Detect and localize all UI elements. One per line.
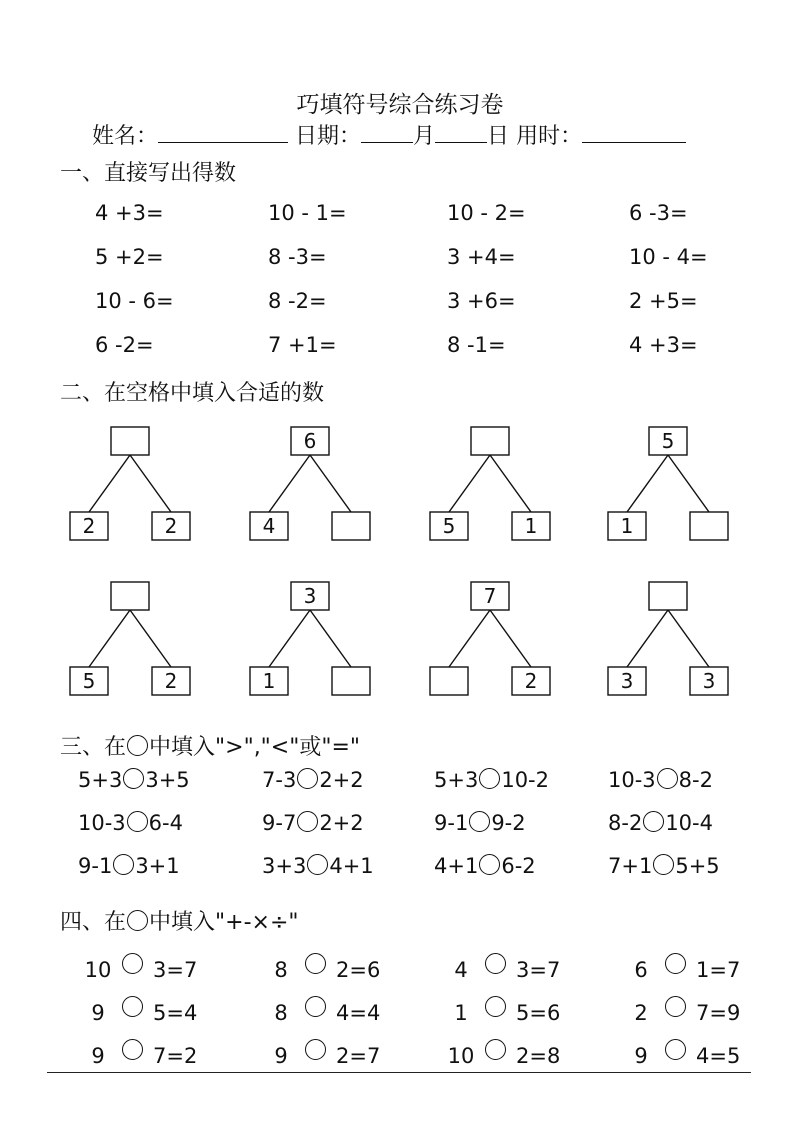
number-bond-tree — [250, 582, 370, 695]
bond-top-box-value: 7 — [483, 584, 497, 608]
operator-problem — [447, 996, 560, 1025]
comparison-problem — [434, 854, 536, 878]
answer-circle[interactable] — [305, 953, 326, 974]
arithmetic-problem[interactable]: 4 +3= — [629, 333, 698, 357]
operator-problem — [627, 1039, 740, 1068]
bond-left-box-value: 4 — [262, 514, 276, 538]
answer-circle[interactable] — [643, 811, 664, 832]
arithmetic-problem[interactable]: 2 +5= — [629, 289, 698, 313]
operator-problem — [627, 996, 740, 1025]
answer-circle[interactable] — [297, 768, 318, 789]
bond-left-box-value: 5 — [442, 514, 456, 538]
answer-circle[interactable] — [307, 854, 328, 875]
right-expression: 5+5 — [675, 854, 720, 878]
first-number: 9 — [91, 1001, 105, 1025]
section3-heading — [60, 730, 360, 761]
first-number: 8 — [274, 958, 288, 982]
left-expression: 10-3 — [78, 811, 126, 835]
arithmetic-problem[interactable]: 8 -1= — [447, 333, 506, 357]
left-expression: 9-1 — [434, 811, 469, 835]
number-bond-tree — [70, 427, 190, 540]
bottom-divider — [47, 1072, 751, 1073]
answer-circle[interactable] — [657, 768, 678, 789]
answer-circle[interactable] — [113, 854, 134, 875]
right-expression: 8-2 — [678, 768, 713, 792]
comparison-problem — [434, 811, 526, 835]
comparison-problem — [262, 768, 364, 792]
first-number: 4 — [454, 958, 468, 982]
first-number: 6 — [634, 958, 648, 982]
worksheet-title: 巧填符号综合练习卷 — [296, 92, 504, 118]
bond-top-box[interactable] — [649, 582, 687, 610]
answer-circle[interactable] — [485, 1039, 506, 1060]
operator-problem — [627, 953, 740, 982]
bond-line-left — [269, 610, 310, 667]
right-expression: 10-2 — [501, 768, 549, 792]
bond-left-box-value: 1 — [620, 514, 634, 538]
result-expression: 3=7 — [153, 958, 198, 982]
bond-right-box-value: 3 — [702, 669, 716, 693]
arithmetic-problem[interactable]: 8 -2= — [268, 289, 327, 313]
first-number: 2 — [634, 1001, 648, 1025]
number-bond-tree — [250, 427, 370, 540]
arithmetic-problem[interactable]: 6 -3= — [629, 201, 688, 225]
first-number: 9 — [634, 1044, 648, 1068]
comparison-problem — [262, 811, 364, 835]
answer-circle[interactable] — [479, 854, 500, 875]
section4-heading-end: 中填入"+-×÷" — [149, 910, 299, 935]
operator-problem — [267, 1039, 380, 1068]
answer-circle[interactable] — [127, 811, 148, 832]
right-expression: 3+5 — [145, 768, 190, 792]
result-expression: 7=9 — [696, 1001, 741, 1025]
section3-heading-end: 中填入">","<"或"=" — [149, 735, 361, 760]
operator-problem — [447, 953, 560, 982]
comparison-problem — [608, 854, 720, 878]
bond-top-box[interactable] — [471, 427, 509, 455]
bond-line-right — [668, 455, 709, 512]
result-expression: 3=7 — [516, 958, 561, 982]
arithmetic-problem[interactable]: 3 +4= — [447, 245, 516, 269]
comparison-problem — [608, 811, 713, 835]
bond-top-box[interactable] — [111, 582, 149, 610]
right-expression: 2+2 — [319, 811, 364, 835]
first-number: 8 — [274, 1001, 288, 1025]
operator-problem — [447, 1039, 560, 1068]
comparison-problem — [262, 854, 374, 878]
bond-right-box-value: 1 — [524, 514, 538, 538]
bond-right-box-value: 2 — [164, 669, 178, 693]
number-bond-tree — [608, 582, 728, 695]
left-expression: 4+1 — [434, 854, 479, 878]
result-expression: 7=2 — [153, 1044, 198, 1068]
bond-top-box[interactable] — [111, 427, 149, 455]
arithmetic-problem[interactable]: 10 - 6= — [95, 289, 174, 313]
number-bond-tree — [430, 582, 550, 695]
bond-line-left — [269, 455, 310, 512]
section4-heading-start: 四、在 — [60, 910, 127, 935]
bond-line-right — [310, 455, 351, 512]
comparison-problem — [78, 854, 180, 878]
comparison-problem — [608, 768, 713, 792]
bond-left-box-value: 2 — [82, 514, 96, 538]
first-number: 10 — [84, 958, 112, 982]
bond-left-box-value: 1 — [262, 669, 276, 693]
section1-heading: 一、直接写出得数 — [60, 161, 237, 186]
right-expression: 10-4 — [665, 811, 713, 835]
bond-right-box-value: 2 — [164, 514, 178, 538]
result-expression: 5=4 — [153, 1001, 198, 1025]
answer-circle[interactable] — [485, 996, 506, 1017]
result-expression: 5=6 — [516, 1001, 561, 1025]
date-label: 日期： — [295, 124, 362, 149]
first-number: 9 — [274, 1044, 288, 1068]
number-bond-tree — [430, 427, 550, 540]
answer-circle[interactable] — [122, 1039, 143, 1060]
result-expression: 1=7 — [696, 958, 741, 982]
bond-line-right — [490, 455, 531, 512]
right-expression: 6-2 — [501, 854, 536, 878]
month-label: 月 — [413, 124, 436, 149]
operator-problem — [267, 996, 380, 1025]
arithmetic-problem[interactable]: 8 -3= — [268, 245, 327, 269]
number-bond-tree — [608, 427, 728, 540]
result-expression: 4=5 — [696, 1044, 741, 1068]
operator-problem — [267, 953, 380, 982]
left-expression: 5+3 — [434, 768, 479, 792]
section3-heading-start: 三、在 — [60, 735, 127, 760]
left-expression: 7+1 — [608, 854, 653, 878]
arithmetic-problem[interactable]: 3 +6= — [447, 289, 516, 313]
bond-line-right — [490, 610, 531, 667]
bond-line-left — [627, 455, 668, 512]
arithmetic-problem[interactable]: 10 - 1= — [268, 201, 347, 225]
result-expression: 2=8 — [516, 1044, 561, 1068]
bond-top-box-value: 6 — [303, 429, 317, 453]
right-expression: 9-2 — [491, 811, 526, 835]
left-expression: 8-2 — [608, 811, 643, 835]
bond-line-right — [668, 610, 709, 667]
answer-circle[interactable] — [665, 996, 686, 1017]
time-label: 用时： — [516, 124, 583, 149]
left-expression: 5+3 — [78, 768, 123, 792]
first-number: 9 — [91, 1044, 105, 1068]
left-expression: 9-1 — [78, 854, 113, 878]
arithmetic-problem[interactable]: 10 - 4= — [629, 245, 708, 269]
bond-top-box-value: 5 — [661, 429, 675, 453]
bond-line-right — [130, 455, 171, 512]
bond-right-box-value: 2 — [524, 669, 538, 693]
bond-line-left — [89, 455, 130, 512]
day-label: 日 — [487, 124, 510, 149]
operator-problem — [84, 1039, 197, 1068]
left-expression: 7-3 — [262, 768, 297, 792]
comparison-problem — [434, 768, 549, 792]
answer-circle[interactable] — [297, 811, 318, 832]
bond-line-right — [130, 610, 171, 667]
bond-left-box-value: 5 — [82, 669, 96, 693]
answer-circle[interactable] — [665, 953, 686, 974]
answer-circle[interactable] — [122, 996, 143, 1017]
circle-icon — [127, 910, 148, 931]
answer-circle[interactable] — [665, 1039, 686, 1060]
number-bond-tree — [70, 582, 190, 695]
answer-circle[interactable] — [653, 854, 674, 875]
right-expression: 3+1 — [135, 854, 180, 878]
bond-line-left — [449, 455, 490, 512]
left-expression: 10-3 — [608, 768, 656, 792]
arithmetic-problem[interactable]: 4 +3= — [95, 201, 164, 225]
answer-circle[interactable] — [485, 953, 506, 974]
answer-circle[interactable] — [122, 953, 143, 974]
bond-right-box[interactable] — [332, 512, 370, 540]
bond-line-left — [449, 610, 490, 667]
answer-circle[interactable] — [479, 768, 500, 789]
right-expression: 4+1 — [329, 854, 374, 878]
result-expression: 2=6 — [336, 958, 381, 982]
comparison-problem — [78, 811, 183, 835]
bond-left-box-value: 3 — [620, 669, 634, 693]
section2-heading: 二、在空格中填入合适的数 — [60, 381, 325, 406]
operator-problem — [84, 953, 197, 982]
bond-line-left — [89, 610, 130, 667]
answer-circle[interactable] — [123, 768, 144, 789]
answer-circle[interactable] — [305, 1039, 326, 1060]
first-number: 1 — [454, 1001, 468, 1025]
arithmetic-problem[interactable]: 6 -2= — [95, 333, 154, 357]
bond-line-right — [310, 610, 351, 667]
answer-circle[interactable] — [469, 811, 490, 832]
bond-top-box-value: 3 — [303, 584, 317, 608]
bond-right-box[interactable] — [690, 512, 728, 540]
section4-heading — [60, 905, 299, 936]
right-expression: 2+2 — [319, 768, 364, 792]
answer-circle[interactable] — [305, 996, 326, 1017]
left-expression: 9-7 — [262, 811, 297, 835]
left-expression: 3+3 — [262, 854, 307, 878]
comparison-problem — [78, 768, 190, 792]
bond-line-left — [627, 610, 668, 667]
bond-right-box[interactable] — [332, 667, 370, 695]
bond-left-box[interactable] — [430, 667, 468, 695]
arithmetic-problem[interactable]: 7 +1= — [268, 333, 337, 357]
result-expression: 2=7 — [336, 1044, 381, 1068]
first-number: 10 — [447, 1044, 475, 1068]
circle-icon — [127, 735, 148, 756]
operator-problem — [84, 996, 197, 1025]
name-label: 姓名： — [92, 124, 159, 149]
right-expression: 6-4 — [148, 811, 183, 835]
result-expression: 4=4 — [336, 1001, 381, 1025]
arithmetic-problem[interactable]: 10 - 2= — [447, 201, 526, 225]
arithmetic-problem[interactable]: 5 +2= — [95, 245, 164, 269]
